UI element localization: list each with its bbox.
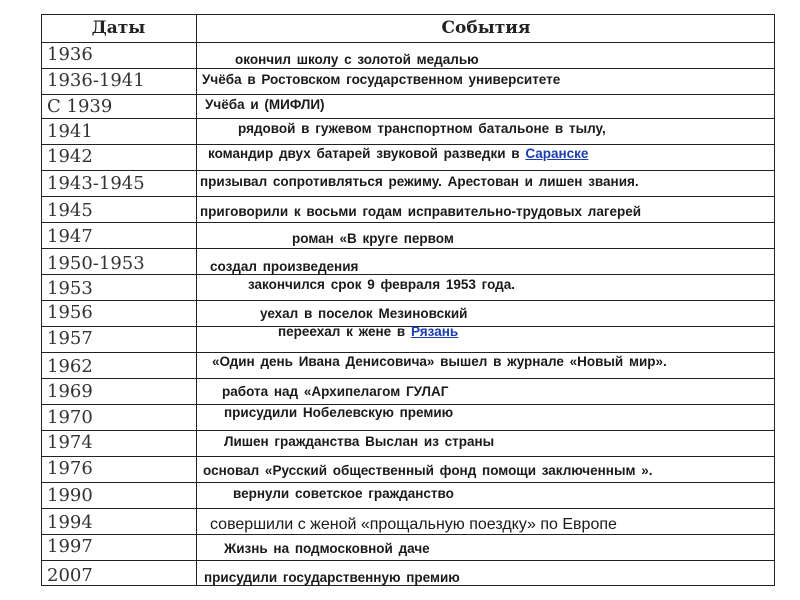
row-event (233, 486, 454, 501)
row-event (260, 306, 467, 321)
row-event (248, 277, 515, 292)
row-event-text: закончился срок 9 февраля 1953 года. (248, 277, 515, 292)
row-event (210, 259, 358, 274)
row-date: 1941 (47, 121, 93, 142)
row-date: 2007 (47, 565, 93, 586)
row-date: 1974 (47, 432, 93, 453)
row-event-text: уехал в поселок Мезиновский (260, 306, 468, 321)
row-date: 1945 (47, 200, 93, 221)
table-row-divider (41, 508, 775, 509)
row-date: 1957 (47, 328, 93, 349)
row-event (278, 324, 458, 339)
table-row-divider (41, 560, 775, 561)
row-event-text: создал произведения (210, 259, 359, 274)
row-event (202, 72, 560, 87)
row-date: 1953 (47, 278, 93, 299)
row-event (222, 384, 448, 399)
row-event-text: присудили государственную премию (204, 570, 460, 585)
table-row-divider (41, 196, 775, 197)
row-event-text: вернули советское гражданство (233, 486, 454, 501)
row-date: 1950-1953 (47, 253, 145, 274)
row-event (224, 434, 494, 449)
row-event (292, 231, 454, 246)
row-event (203, 463, 652, 478)
row-date: С 1939 (47, 96, 113, 117)
table-row-divider (41, 144, 775, 145)
header-divider (41, 42, 775, 43)
row-date: 1970 (47, 407, 93, 428)
row-date: 1990 (47, 485, 93, 506)
row-event (205, 97, 325, 112)
row-date: 1962 (47, 356, 93, 377)
header-events: События (441, 18, 531, 38)
row-event (210, 516, 617, 534)
row-event-text: Учёба в Ростовском государственном университете (202, 72, 561, 87)
row-event-text: роман «В круге первом (292, 231, 454, 246)
row-event-text: Учёба и (МИФЛИ) (205, 97, 325, 112)
row-event-text: Лишен гражданства Выслан из страны (224, 434, 495, 449)
row-event (224, 405, 453, 420)
row-event-text: призывал сопротивляться режиму. Арестован и лишен звания. (200, 174, 639, 189)
row-event-text: совершили с женой «прощальную поездку» по Европе (210, 516, 617, 533)
row-event (224, 541, 430, 556)
row-event (235, 52, 479, 67)
table-row-divider (41, 300, 775, 301)
row-event-text: «Один день Ивана Денисовича» вышел в журнале «Новый мир». (212, 354, 667, 369)
place-link[interactable]: Саранске (525, 146, 589, 161)
row-event-text: основал «Русский общественный фонд помощи заключенным ». (203, 463, 653, 478)
header-dates: Даты (91, 18, 146, 38)
table-row-divider (41, 430, 775, 431)
table-row-divider (41, 378, 775, 379)
row-date: 1947 (47, 226, 93, 247)
row-date: 1942 (47, 146, 93, 167)
row-date: 1956 (47, 302, 93, 323)
table-row-divider (41, 352, 775, 353)
table-row-divider (41, 118, 775, 119)
table-row-divider (41, 222, 775, 223)
row-date: 1997 (47, 536, 93, 557)
row-date: 1976 (47, 458, 93, 479)
table-row-divider (41, 248, 775, 249)
row-event-text: переехал к жене в (278, 324, 411, 339)
row-event-text: рядовой в гужевом транспортном батальоне в тылу, (238, 121, 606, 136)
table-row-divider (41, 482, 775, 483)
place-link[interactable]: Рязань (410, 324, 459, 339)
row-date: 1936 (47, 44, 93, 65)
row-date: 1969 (47, 381, 93, 402)
row-event-text: присудили Нобелевскую премию (224, 405, 454, 420)
table-row-divider (41, 94, 775, 95)
table-row-divider (41, 456, 775, 457)
row-date: 1943-1945 (47, 173, 145, 194)
row-event (212, 354, 667, 369)
row-date: 1936-1941 (47, 70, 145, 91)
row-event (200, 204, 641, 219)
table-row-divider (41, 68, 775, 69)
row-event (208, 146, 588, 161)
table-row-divider (41, 170, 775, 171)
row-event-text: работа над «Архипелагом ГУЛАГ (222, 384, 449, 399)
row-event (200, 174, 639, 189)
row-event (204, 570, 460, 585)
row-date: 1994 (47, 512, 93, 533)
table-row-divider (41, 534, 775, 535)
row-event (238, 121, 606, 136)
row-event-text: окончил школу с золотой медалью (235, 52, 479, 67)
row-event-text: приговорили к восьми годам исправительно-трудовых лагерей (200, 204, 642, 219)
row-event-text: Жизнь на подмосковной даче (224, 541, 430, 556)
table-row-divider (41, 274, 775, 275)
row-event-text: командир двух батарей звуковой разведки в (208, 146, 526, 161)
